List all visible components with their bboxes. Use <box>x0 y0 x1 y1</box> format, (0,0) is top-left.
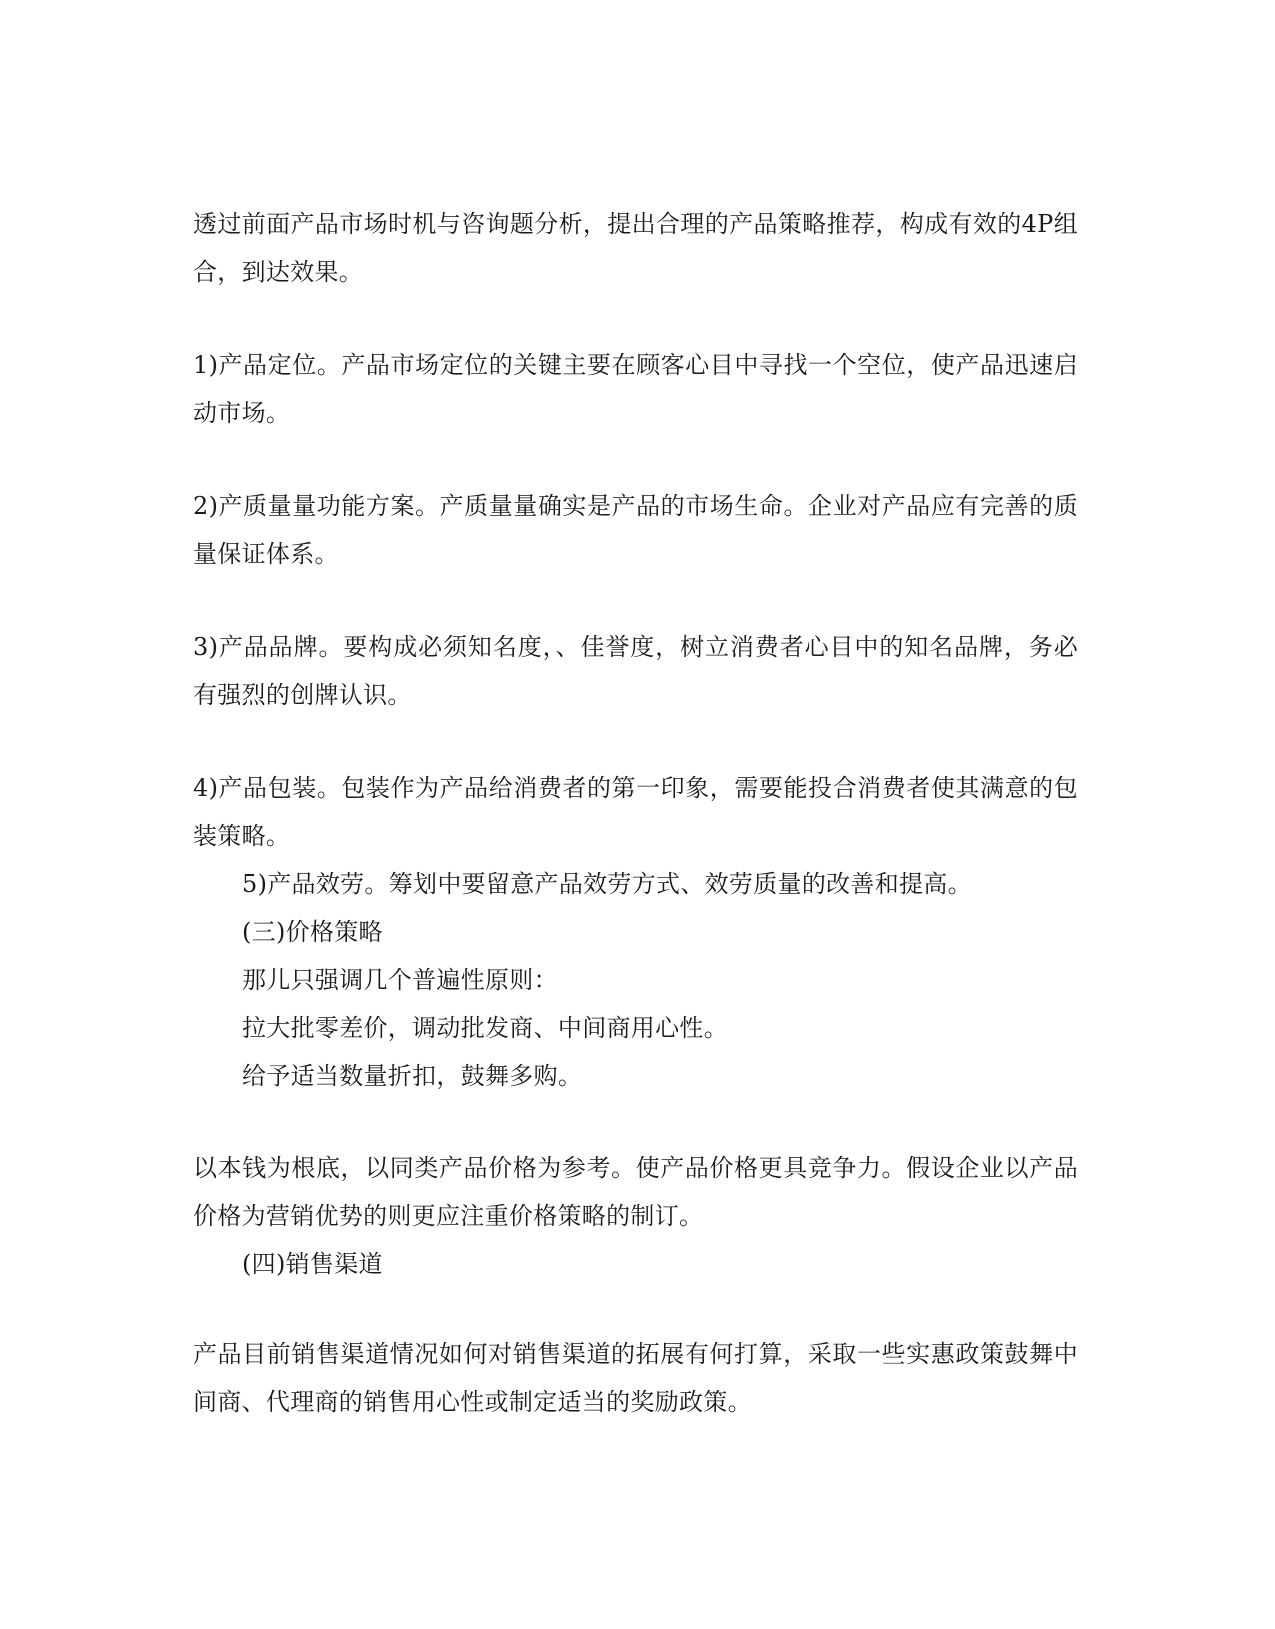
paragraph-product-quality: 2)产质量量功能方案。产质量量确实是产品的市场生命。企业对产品应有完善的质量保证体系。 <box>193 492 1078 568</box>
line-general-principles: 那儿只强调几个普遍性原则： <box>242 966 558 994</box>
heading-price-strategy: (三)价格策略 <box>242 918 383 946</box>
paragraph-product-packaging: 4)产品包装。包装作为产品给消费者的第一印象，需要能投合消费者使其满意的包装策略。 <box>193 774 1078 850</box>
paragraph-product-positioning: 1)产品定位。产品市场定位的关键主要在顾客心目中寻找一个空位，使产品迅速启动市场。 <box>193 351 1078 427</box>
heading-sales-channel: (四)销售渠道 <box>242 1250 383 1278</box>
line-product-service: 5)产品效劳。筹划中要留意产品效劳方式、效劳质量的改善和提高。 <box>242 870 972 898</box>
paragraph-price-basis: 以本钱为根底，以同类产品价格为参考。使产品价格更具竞争力。假设企业以产品价格为营销优势的则更应注重价格策略的制订。 <box>193 1154 1078 1230</box>
paragraph-sales-channel: 产品目前销售渠道情况如何对销售渠道的拓展有何打算，采取一些实惠政策鼓舞中间商、代理商的销售用心性或制定适当的奖励政策。 <box>193 1340 1078 1416</box>
line-quantity-discount: 给予适当数量折扣，鼓舞多购。 <box>242 1062 583 1090</box>
paragraph-4p-intro: 透过前面产品市场时机与咨询题分析，提出合理的产品策略推荐，构成有效的4P组合，到达效果。 <box>193 210 1078 286</box>
line-price-gap: 拉大批零差价，调动批发商、中间商用心性。 <box>242 1014 728 1042</box>
paragraph-product-brand: 3)产品品牌。要构成必须知名度，、佳誉度，树立消费者心目中的知名品牌，务必有强烈的创牌认识。 <box>193 633 1078 709</box>
